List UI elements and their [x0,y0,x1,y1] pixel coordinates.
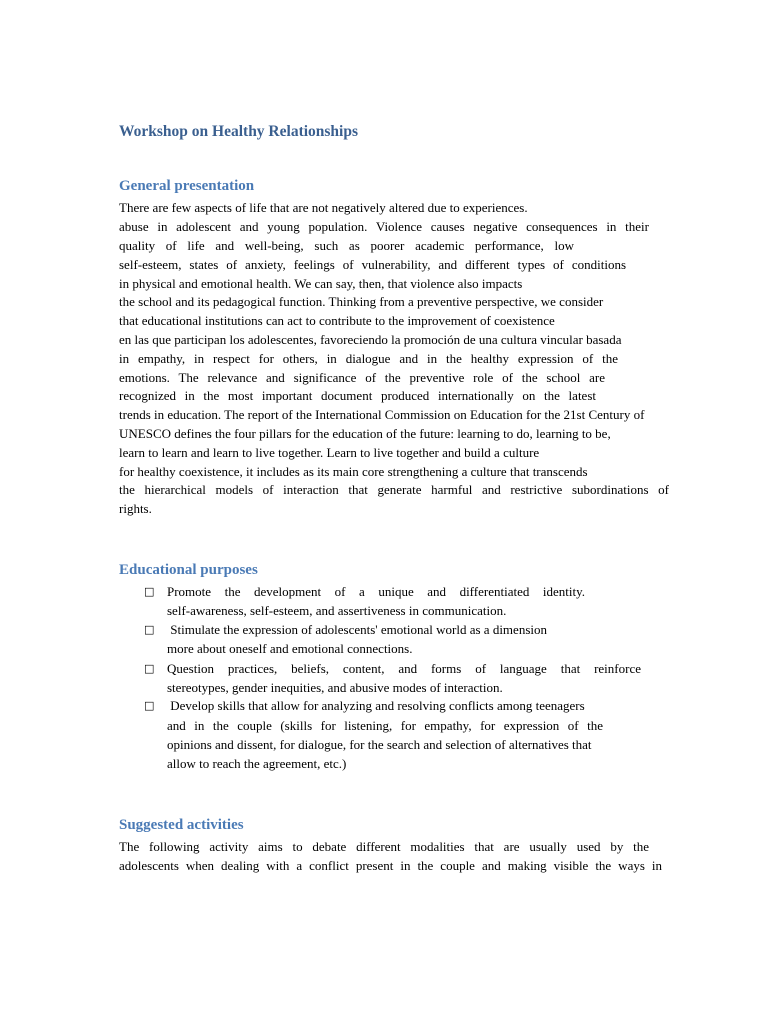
list-item-line: Promote the development of a unique and differentiated identity. [167,584,585,599]
list-item-line: allow to reach the agreement, etc.) [167,756,347,771]
paragraph-line: adolescents when dealing with a conflict present in the couple and making visible the ways in [119,858,662,873]
list-item-line: stereotypes, gender inequities, and abusive modes of interaction. [167,680,503,695]
list-item-line: and in the couple (skills for listening, for empathy, for expression of the [167,718,603,733]
paragraph-line: quality of life and well-being, such as poorer academic performance, low [119,238,574,253]
bullet-box-icon: □ [144,585,155,598]
paragraph-line: There are few aspects of life that are not negatively altered due to experiences. [119,200,528,215]
paragraph-line: for healthy coexistence, it includes as its main core strengthening a culture that transcends [119,464,588,479]
list-item-line: more about oneself and emotional connections. [167,641,413,656]
paragraph-line: emotions. The relevance and significance of the preventive role of the school are [119,370,605,385]
list-item-line: Question practices, beliefs, content, and forms of language that reinforce [167,661,641,676]
paragraph-line: The following activity aims to debate different modalities that are usually used by the [119,839,649,854]
list-item-line: opinions and dissent, for dialogue, for the search and selection of alternatives that [167,737,592,752]
bullet-box-icon: □ [144,623,155,636]
section-heading-purposes: Educational purposes [119,562,258,578]
paragraph-line: the hierarchical models of interaction that generate harmful and restrictive subordinations of [119,482,669,497]
paragraph-line: trends in education. The report of the International Commission on Education for the 21st Century of [119,407,645,422]
paragraph-line: in physical and emotional health. We can say, then, that violence also impacts [119,276,523,291]
bullet-box-icon: □ [144,662,155,675]
paragraph-line: self-esteem, states of anxiety, feelings of vulnerability, and different types of conditions [119,257,626,272]
paragraph-line: learn to learn and learn to live together. Learn to live together and build a culture [119,445,540,460]
section-heading-general: General presentation [119,178,255,194]
list-item-line: self-awareness, self-esteem, and assertiveness in communication. [167,603,507,618]
section-heading-activities: Suggested activities [119,817,244,833]
paragraph-line: UNESCO defines the four pillars for the education of the future: learning to do, learning to be, [119,426,611,441]
paragraph-line: the school and its pedagogical function. Thinking from a preventive perspective, we consider [119,294,604,309]
paragraph-line: abuse in adolescent and young population. Violence causes negative consequences in their [119,219,649,234]
paragraph-line: en las que participan los adolescentes, favoreciendo la promoción de una cultura vincular basada [119,332,622,347]
paragraph-line: in empathy, in respect for others, in dialogue and in the healthy expression of the [119,351,618,366]
bullet-box-icon: □ [144,699,155,712]
paragraph-line: rights. [119,501,152,516]
paragraph-line: that educational institutions can act to contribute to the improvement of coexistence [119,313,555,328]
document-title: Workshop on Healthy Relationships [119,123,359,140]
list-item-line: Stimulate the expression of adolescents' emotional world as a dimension [167,622,547,637]
paragraph-line: recognized in the most important document produced internationally on the latest [119,388,596,403]
list-item-line: Develop skills that allow for analyzing and resolving conflicts among teenagers [167,698,585,713]
